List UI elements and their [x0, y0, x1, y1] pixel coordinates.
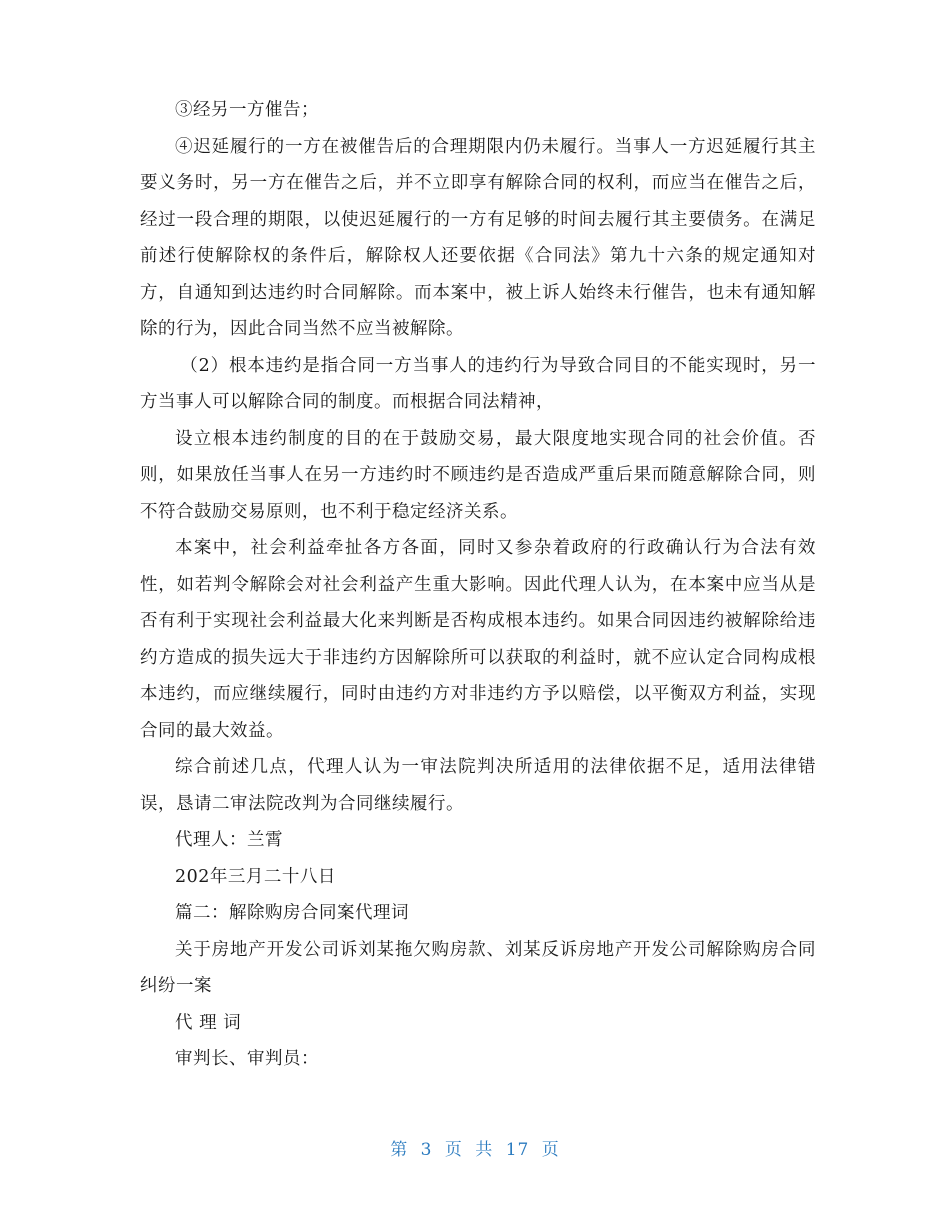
paragraph-breach-purpose: 设立根本违约制度的目的在于鼓励交易，最大限度地实现合同的社会价值。否则，如果放任当事人在另一方违约时不顾违约是否造成严重后果而随意解除合同，则不符合鼓励交易原则，也不利于稳定经济关系。 [140, 428, 816, 522]
paragraph-urge-item-4: ④迟延履行的一方在被催告后的合理期限内仍未履行。当事人一方迟延履行其主要义务时，另一方在催告之后，并不立即享有解除合同的权利，而应当在催告之后，经过一段合理的期限，以使迟延履行的一方有足够的时间去履行其主要债务。在满足前述行使解除权的条件后，解除权人还要依据《合同法》第九十六条的规定通知对方，自通知到达违约时合同解除。而本案中，被上诉人始终未行催告，也未有通知解除的行为，因此合同当然不应当被解除。 [140, 136, 816, 339]
document-body [140, 92, 816, 1078]
paragraph-conclusion: 综合前述几点，代理人认为一审法院判决所适用的法律依据不足，适用法律错误，恳请二审法院改判为合同继续履行。 [140, 757, 816, 814]
paragraph-fundamental-breach: （2）根本违约是指合同一方当事人的违约行为导致合同目的不能实现时，另一方当事人可以解除合同的制度。而根据合同法精神， [140, 355, 816, 412]
document-title: 代 理 词 [175, 1012, 242, 1033]
paragraph-case-analysis: 本案中，社会利益牵扯各方各面，同时又参杂着政府的行政确认行为合法有效性，如若判令解除会对社会利益产生重大影响。因此代理人认为，在本案中应当从是否有利于实现社会利益最大化来判断是否构成根本违约。如果合同因违约被解除给违约方造成的损失远大于非违约方因解除所可以获取的利益时，就不应认定合同构成根本违约，而应继续履行，同时由违约方对非违约方予以赔偿，以平衡双方利益，实现合同的最大效益。 [140, 538, 816, 741]
case-title: 关于房地产开发公司诉刘某拖欠购房款、刘某反诉房地产开发公司解除购房合同纠纷一案 [140, 939, 816, 996]
paragraph-urge-item-3: ③经另一方催告； [175, 100, 319, 120]
signature-date: 202年三月二十八日 [175, 866, 336, 887]
signature-agent: 代理人：兰霄 [175, 830, 283, 850]
salutation: 审判长、审判员： [175, 1049, 319, 1069]
page-number-footer: 第 3 页 共 17 页 [390, 1140, 560, 1160]
section-heading-part-two: 篇二：解除购房合同案代理词 [175, 903, 409, 923]
